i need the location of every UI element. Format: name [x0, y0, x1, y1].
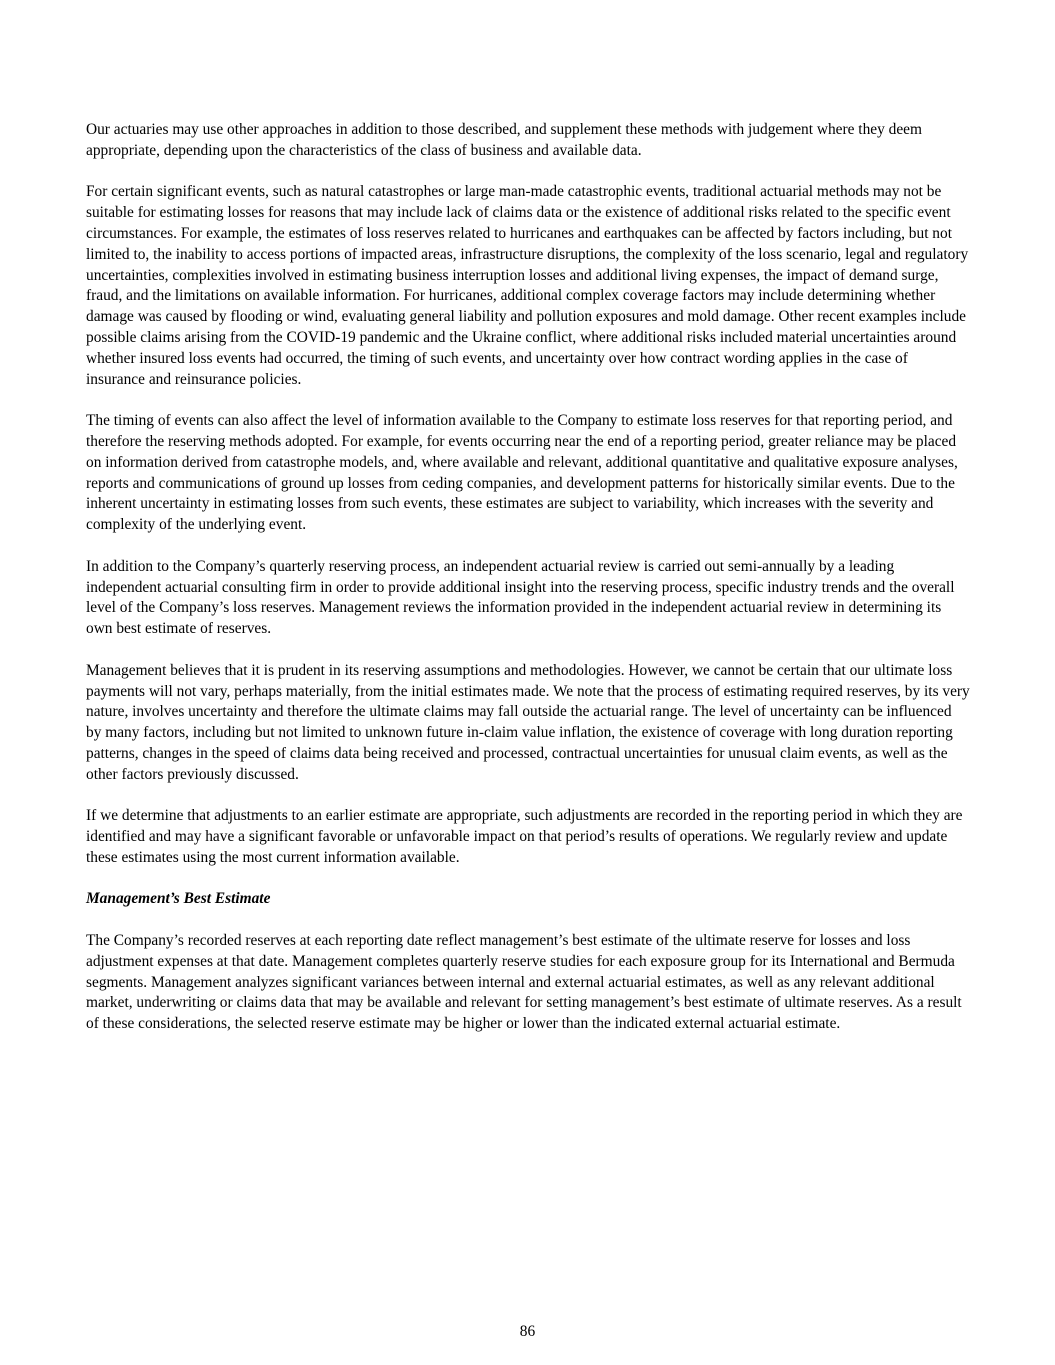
paragraph-recorded-reserves: The Company’s recorded reserves at each reporting date reflect management’s best estimate of the ultimate reserve for losses and loss adjustment expenses at that date. Management completes quarterly reserve studies for each exposure group for its International and Bermuda segments. Management analyzes significant variances between internal and external actuarial estimates, as well as any relevant additional market, underwriting or claims data that may be available and relevant for setting management’s best estimate of ultimate reserves. As a result of these considerations, the selected reserve estimate may be higher or lower than the indicated external actuarial estimate. — [86, 932, 962, 1033]
page-number: 86 — [519, 1323, 536, 1340]
paragraph-significant-events: For certain significant events, such as natural catastrophes or large man-made catastrophic events, traditional actuarial methods may not be suitable for estimating losses for reasons that may include lack of claims data or the existence of additional risks related to the specific event circumstances. For example, the estimates of loss reserves related to hurricanes and earthquakes can be affected by factors including, but not limited to, the inability to access portions of impacted areas, infrastructure disruptions, the complexity of the loss scenario, legal and regulatory uncertainties, complexities involved in estimating business interruption losses and additional living expenses, the impact of demand surge, fraud, and the limitations on available information. For hurricanes, additional complex coverage factors may include determining whether damage was caused by flooding or wind, evaluating general liability and pollution exposures and mold damage. Other recent examples include possible claims arising from the COVID-19 pandemic and the Ukraine conflict, where additional risks included material uncertainties around whether insured loss events had occurred, the timing of such events, and uncertainty over how contract wording applies in the case of insurance and reinsurance policies. — [86, 183, 969, 388]
paragraph-independent-review: In addition to the Company’s quarterly reserving process, an independent actuarial review is carried out semi-annually by a leading independent actuarial consulting firm in order to provide additional insight into the reserving process, specific industry trends and the overall level of the Company’s loss reserves. Management reviews the information provided in the independent actuarial review in determining its own best estimate of reserves. — [86, 557, 955, 638]
paragraph-adjustments: If we determine that adjustments to an earlier estimate are appropriate, such adjustments are recorded in the reporting period in which they are identified and may have a significant favorable or unfavorable impact on that period’s results of operations. We regularly review and update these estimates using the most current information available. — [86, 807, 963, 866]
section-heading-best-estimate: Management’s Best Estimate — [86, 890, 271, 908]
paragraph-timing-of-events: The timing of events can also affect the level of information available to the Company to estimate loss reserves for that reporting period, and therefore the reserving methods adopted. For example, for events occurring near the end of a reporting period, greater reliance may be placed on information derived from catastrophe models, and, where available and relevant, additional quantitative and qualitative exposure analyses, reports and communications of ground up losses from ceding companies, and development patterns for historically similar events. Due to the inherent uncertainty in estimating losses from such events, these estimates are subject to variability, which increases with the severity and complexity of the underlying event. — [86, 412, 958, 534]
page-content — [86, 120, 970, 1056]
paragraph-prudent-assumptions: Management believes that it is prudent in its reserving assumptions and methodologies. However, we cannot be certain that our ultimate loss payments will not vary, perhaps materially, from the initial estimates made. We note that the process of estimating required reserves, by its very nature, involves uncertainty and therefore the ultimate claims may fall outside the actuarial range. The level of uncertainty can be influenced by many factors, including but not limited to unknown future in-claim value inflation, the existence of coverage with long duration reporting patterns, changes in the speed of claims data being received and processed, contractual uncertainties for unusual claim events, as well as the other factors previously discussed. — [86, 661, 970, 783]
paragraph-other-approaches: Our actuaries may use other approaches in addition to those described, and supplement these methods with judgement where they deem appropriate, depending upon the characteristics of the class of business and available data. — [86, 121, 922, 159]
